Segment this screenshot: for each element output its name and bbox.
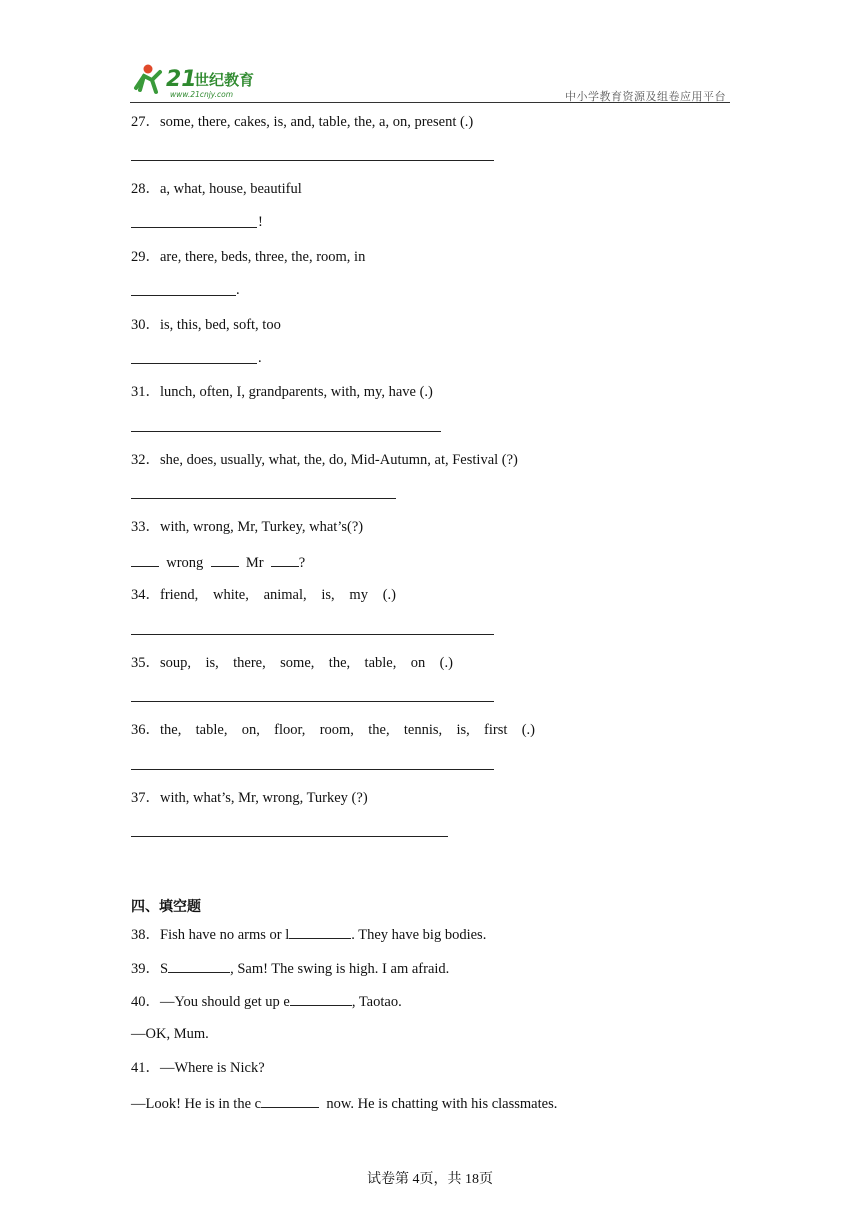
q36-word: 36．the,	[131, 722, 182, 738]
question-30: 30．is, this, bed, soft, too	[131, 317, 281, 333]
question-40	[131, 993, 402, 1010]
question-35	[131, 656, 453, 671]
answer-line-35[interactable]	[131, 701, 494, 702]
q34-word: 34．friend,	[131, 587, 199, 603]
q34-word: my	[349, 587, 368, 603]
q34-word: animal,	[263, 587, 307, 603]
q36-word: is,	[456, 722, 470, 738]
answer-suffix-29: .	[236, 282, 240, 298]
page-header	[130, 58, 730, 104]
q34-word: white,	[212, 587, 249, 603]
question-40-reply: —OK, Mum.	[131, 1026, 209, 1042]
answer-line-28[interactable]	[131, 227, 257, 228]
blank-40[interactable]	[290, 993, 352, 1006]
question-39	[131, 960, 449, 977]
q34-word: (.)	[382, 587, 396, 603]
q36-word: the,	[368, 722, 390, 738]
q35-word: there,	[233, 655, 266, 671]
answer-line-30[interactable]	[131, 363, 257, 364]
q36-word: floor,	[274, 722, 306, 738]
question-34	[131, 588, 396, 603]
q38-text: 38．Fish have no arms or l	[131, 927, 290, 943]
question-41: 41．—Where is Nick?	[131, 1060, 265, 1076]
word-33-wrong: wrong	[166, 555, 204, 571]
blank-38[interactable]	[289, 926, 351, 939]
blank-41[interactable]	[261, 1095, 319, 1108]
header-platform-text: 中小学教育资源及组卷应用平台	[565, 90, 726, 103]
q39-text: 39．S	[131, 961, 169, 977]
word-33-mr: Mr	[245, 555, 264, 571]
q35-word: table,	[364, 655, 397, 671]
answer-line-36[interactable]	[131, 769, 494, 770]
answer-line-27[interactable]	[131, 160, 494, 161]
page-number: 试卷第 4页，共 18页	[367, 1172, 493, 1187]
answer-line-33	[131, 554, 305, 571]
question-32: 32．she, does, usually, what, the, do, Mid-Autumn, at, Festival (?)	[131, 452, 518, 468]
q34-word: is,	[321, 587, 335, 603]
q35-word: some,	[280, 655, 315, 671]
q38-text-end: . They have big bodies.	[351, 927, 487, 943]
q39-text-end: , Sam! The swing is high. I am afraid.	[230, 961, 450, 977]
answer-line-31[interactable]	[131, 431, 441, 432]
blank-39[interactable]	[168, 960, 230, 973]
q35-word: 35．soup,	[131, 655, 192, 671]
blank-33-2[interactable]	[211, 554, 239, 567]
q36-word: table,	[195, 722, 228, 738]
question-36	[131, 723, 535, 738]
svg-text:www.21cnjy.com: www.21cnjy.com	[170, 90, 234, 99]
answer-suffix-28: !	[258, 214, 263, 230]
question-28: 28．a, what, house, beautiful	[131, 181, 302, 197]
header-divider	[130, 102, 730, 103]
q40-text-end: , Taotao.	[351, 994, 402, 1010]
q40-text: 40．—You should get up e	[131, 994, 290, 1010]
q35-word: the,	[328, 655, 351, 671]
logo-21cnjy-icon	[130, 58, 270, 102]
svg-text:21: 21	[166, 67, 197, 92]
q36-word: on,	[241, 722, 260, 738]
q35-word: on	[410, 655, 426, 671]
q41-text: —Look! He is in the c	[131, 1096, 262, 1112]
q36-word: (.)	[521, 722, 535, 738]
question-27: 27．some, there, cakes, is, and, table, the, a, on, present (.)	[131, 114, 474, 130]
answer-line-32[interactable]	[131, 498, 396, 499]
question-29: 29．are, there, beds, three, the, room, in	[131, 249, 366, 265]
q36-word: tennis,	[403, 722, 443, 738]
answer-suffix-30: .	[258, 350, 262, 366]
answer-line-34[interactable]	[131, 634, 494, 635]
section-title: 四、填空题	[131, 899, 201, 915]
answer-line-37[interactable]	[131, 836, 448, 837]
q35-word: (.)	[439, 655, 453, 671]
blank-33-1[interactable]	[131, 554, 159, 567]
question-33: 33．with, wrong, Mr, Turkey, what’s(?)	[131, 519, 364, 535]
question-37: 37．with, what’s, Mr, wrong, Turkey (?)	[131, 790, 368, 806]
q36-word: room,	[319, 722, 354, 738]
svg-text:世纪教育: 世纪教育	[194, 71, 255, 89]
question-31: 31．lunch, often, I, grandparents, with, my, have (.)	[131, 384, 433, 400]
word-33-end: ?	[298, 555, 306, 571]
q41-text-end: now. He is chatting with his classmates.	[322, 1096, 558, 1112]
q35-word: is,	[205, 655, 219, 671]
q36-word: first	[484, 722, 508, 738]
blank-33-3[interactable]	[271, 554, 299, 567]
question-38	[131, 926, 486, 943]
question-41-reply	[131, 1095, 557, 1112]
answer-line-29[interactable]	[131, 295, 236, 296]
